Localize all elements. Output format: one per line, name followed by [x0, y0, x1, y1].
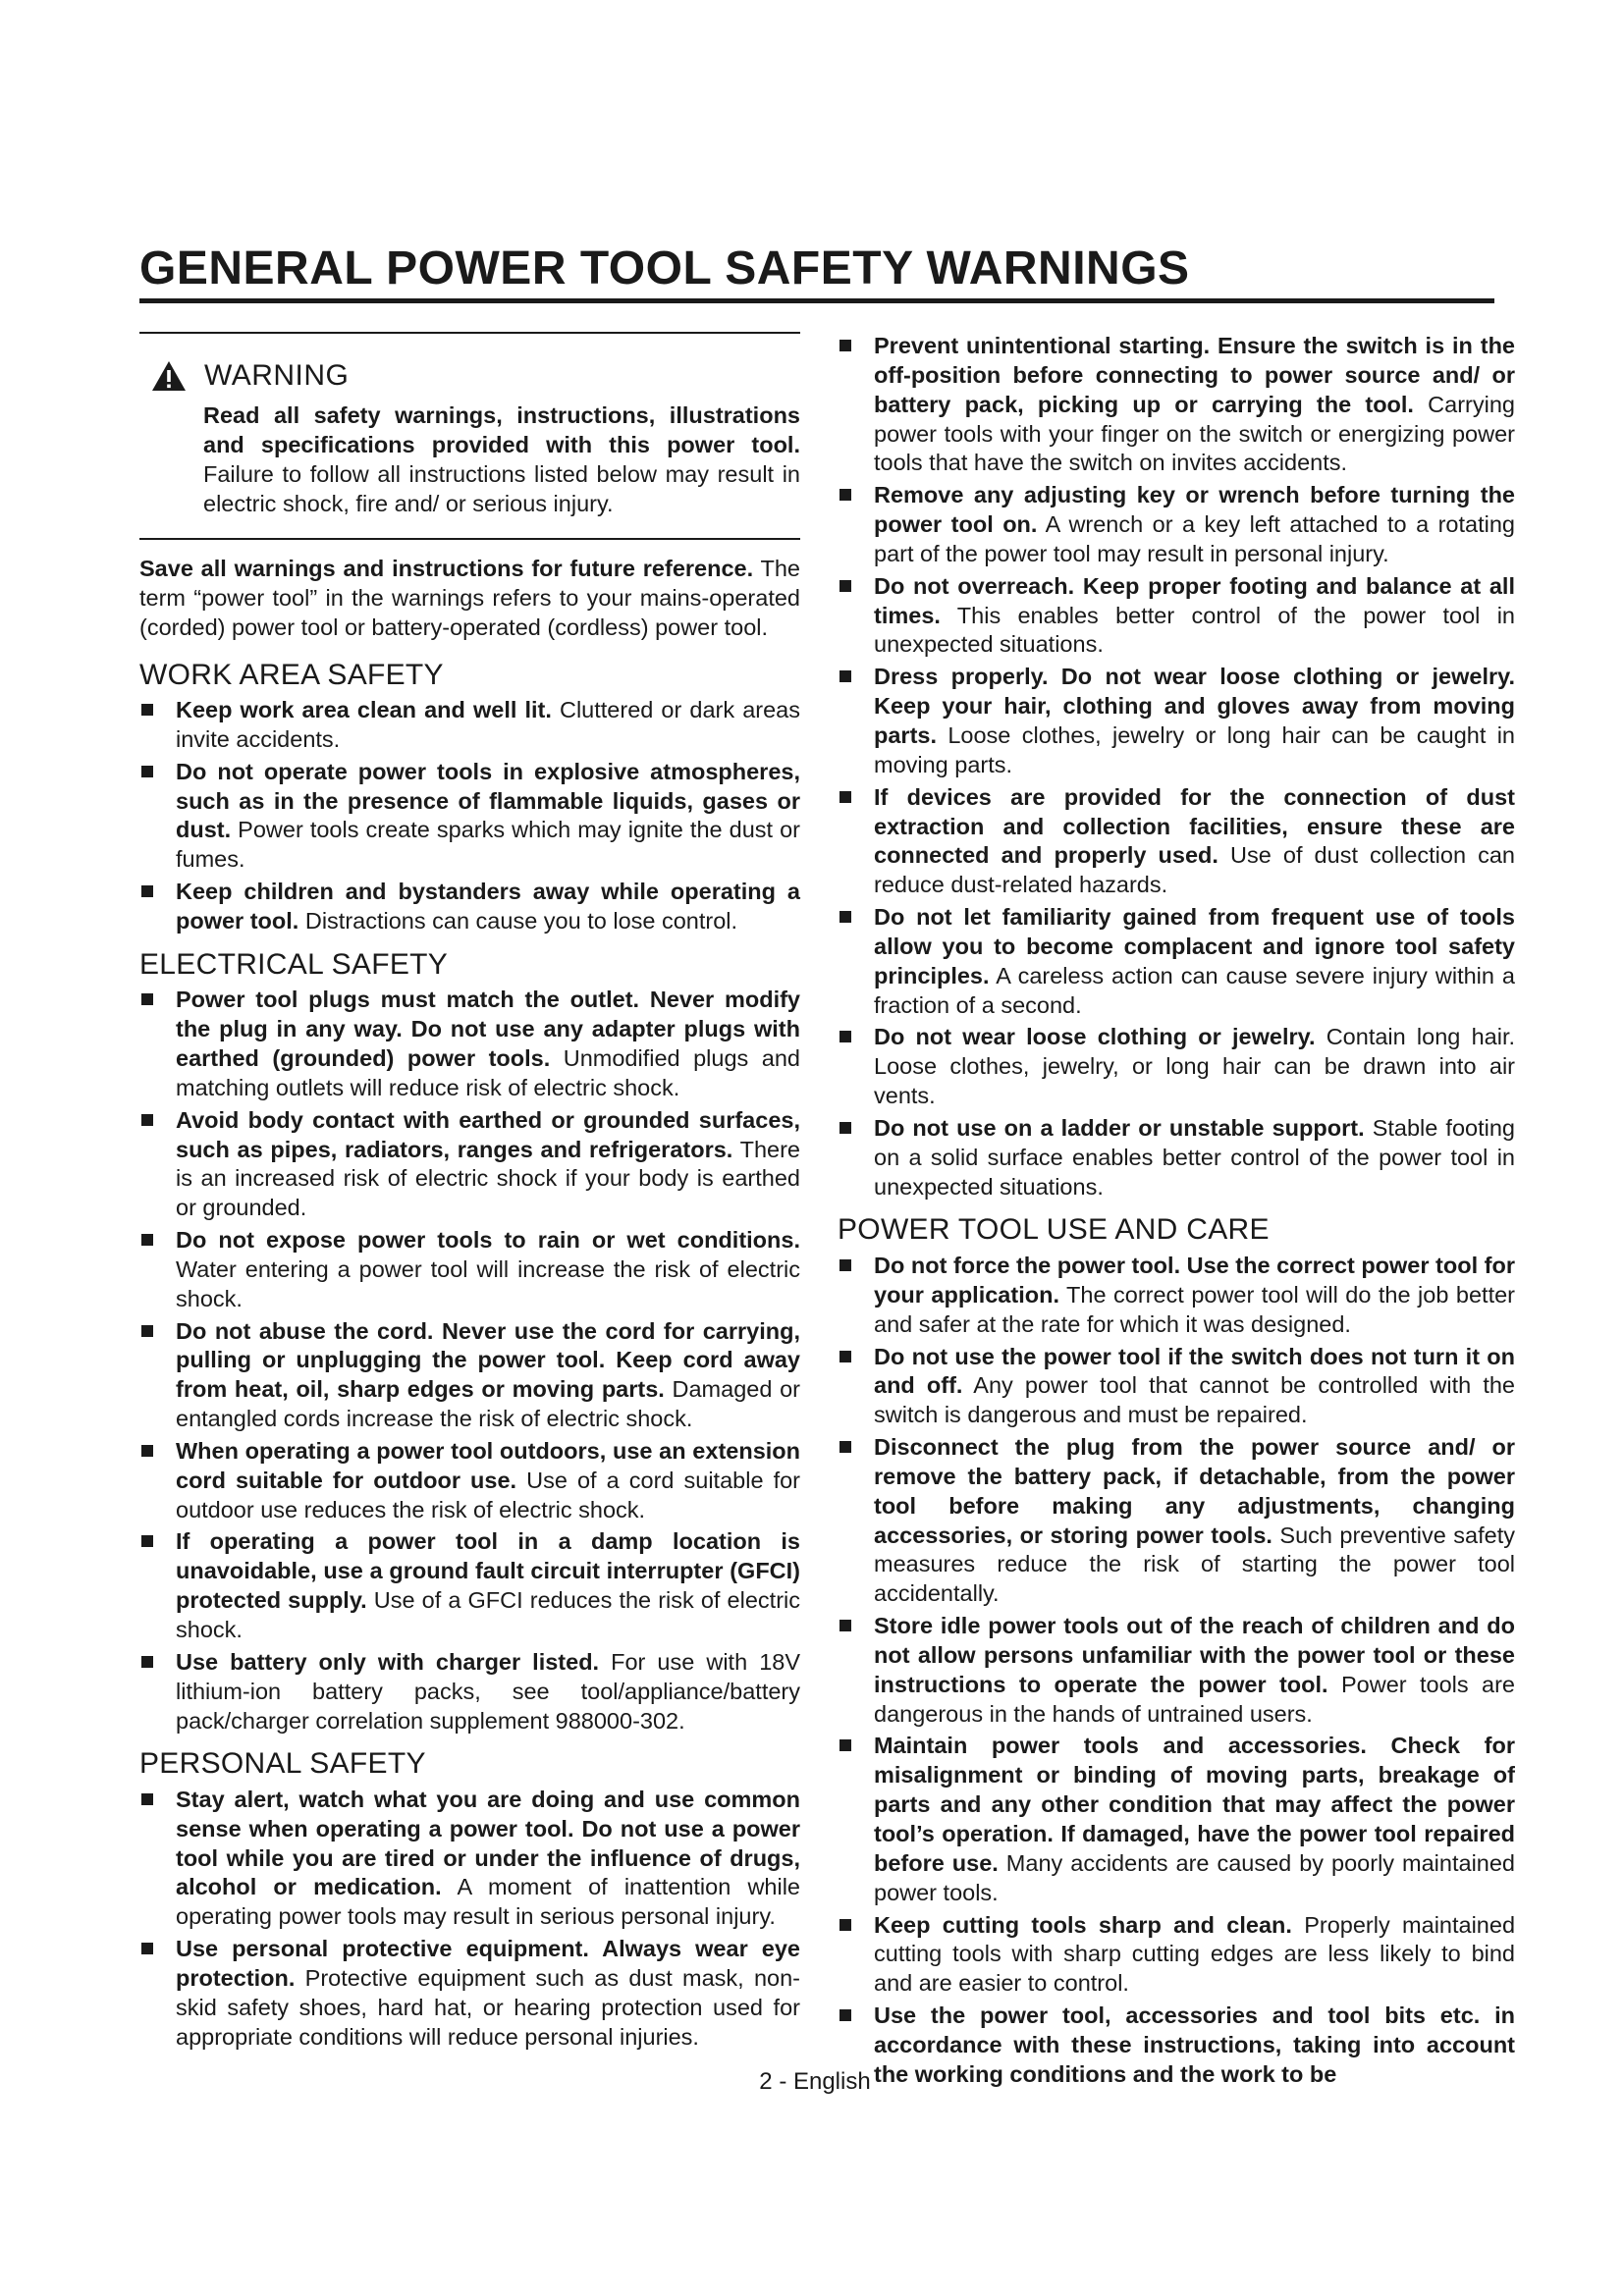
item-bold-text: Remove any adjusting key or wrench before turning the power tool on. — [874, 482, 1515, 538]
item-bold-text: Prevent unintentional starting. Ensure the switch is in the off-position before connecting to power source and/ or battery pack, picking up or carrying the tool. — [874, 333, 1515, 417]
left-sections — [139, 659, 800, 2053]
item-body-text: Contain long hair. Loose clothes, jewelry, or long hair can be drawn into air vents. — [874, 1024, 1515, 1109]
item-bold-text: Do not use the power tool if the switch does not turn it on and off. — [874, 1343, 1515, 1399]
warning-box — [139, 332, 800, 540]
item-body-text: Power tools create sparks which may ignite the dust or fumes. — [176, 817, 800, 873]
item-body-text: Stable footing on a solid surface enables better control of the power tool in unexpected situations. — [874, 1114, 1515, 1200]
item-bold-text: Do not use on a ladder or unstable support. — [874, 1114, 1365, 1141]
square-bullet-icon — [141, 1114, 153, 1126]
save-bold-text: Save all warnings and instructions for future reference. — [139, 556, 754, 582]
item-body-text: The correct power tool will do the job better and safer at the rate for which it was designed. — [874, 1281, 1515, 1337]
item-body-text: Use of a cord suitable for outdoor use reduces the risk of electric shock. — [176, 1467, 801, 1522]
item-body-text: Use of dust collection can reduce dust-related hazards. — [874, 842, 1515, 898]
item-bold-text: If devices are provided for the connection of dust extraction and collection facilities, ensure these are connected and properly used. — [874, 783, 1515, 869]
square-bullet-icon — [141, 1325, 153, 1337]
item-body-text: A moment of inattention while operating power tools may result in serious personal injury. — [176, 1874, 800, 1930]
item-bold-text: Use the power tool, accessories and tool bits etc. in accordance with these instructions, taking into account the working conditions and the work to be — [874, 2002, 1515, 2087]
square-bullet-icon — [141, 766, 153, 777]
warning-text — [203, 400, 800, 518]
item-bold-text: If operating a power tool in a damp location is unavoidable, use a ground fault circuit interrupter (GFCI) protected supply. — [176, 1528, 800, 1614]
right-column — [838, 332, 1515, 2093]
square-bullet-icon — [839, 1122, 851, 1134]
square-bullet-icon — [141, 993, 153, 1005]
warning-header — [151, 359, 800, 393]
safety-item — [139, 986, 800, 1102]
item-body-text: Damaged or entangled cords increase the risk of electric shock. — [176, 1376, 800, 1432]
safety-item — [139, 1106, 800, 1223]
square-bullet-icon — [141, 1793, 153, 1805]
safety-item — [838, 903, 1515, 1020]
item-body-text: There is an increased risk of electric shock if your body is earthed or grounded. — [176, 1136, 800, 1221]
safety-item — [139, 758, 800, 875]
safety-item — [139, 878, 800, 936]
square-bullet-icon — [141, 1943, 153, 1954]
item-body-text: Many accidents are caused by poorly maintained power tools. — [874, 1849, 1515, 1905]
safety-item — [838, 2002, 1515, 2090]
item-bold-text: Do not wear loose clothing or jewelry. — [874, 1024, 1316, 1050]
item-body-text: Carrying power tools with your finger on the switch or energizing power tools that have the switch on invites accidents. — [874, 391, 1515, 476]
square-bullet-icon — [839, 791, 851, 803]
item-body-text: Cluttered or dark areas invite accidents. — [176, 697, 800, 752]
item-body-text: For use with 18V lithium-ion battery packs, see tool/appliance/battery pack/charger correlation supplement 988000-302. — [176, 1648, 801, 1734]
safety-item — [139, 1527, 800, 1644]
page-title: GENERAL POWER TOOL SAFETY WARNINGS — [139, 242, 1190, 294]
square-bullet-icon — [839, 1441, 851, 1453]
square-bullet-icon — [839, 1259, 851, 1271]
item-body-text: Any power tool that cannot be controlled with the switch is dangerous and must be repaired. — [874, 1372, 1515, 1428]
warning-body-text: Failure to follow all instructions listed below may result in electric shock, fire and/ or serious injury. — [203, 461, 800, 517]
item-bold-text: Store idle power tools out of the reach of children and do not allow persons unfamiliar with the power tool or these instructions to operate the power tool. — [874, 1613, 1515, 1697]
item-bold-text: Stay alert, watch what you are doing and use common sense when operating a power tool. Do not use a power tool while you are tired or under the influence of drugs, alcohol or medication. — [176, 1786, 800, 1900]
item-bold-text: Keep children and bystanders away while operating a power tool. — [176, 879, 800, 934]
item-bold-text: Do not abuse the cord. Never use the cord for carrying, pulling or unplugging the power tool. Keep cord away from heat, oil, sharp edges or moving parts. — [176, 1317, 800, 1403]
safety-item — [139, 1935, 800, 2052]
square-bullet-icon — [839, 1739, 851, 1751]
item-bold-text: Avoid body contact with earthed or grounded surfaces, such as pipes, radiators, ranges and refrigerators. — [176, 1106, 800, 1162]
item-bold-text: Power tool plugs must match the outlet. Never modify the plug in any way. Do not use any adapter plugs with earthed (grounded) power tools. — [176, 987, 800, 1071]
item-bold-text: Do not overreach. Keep proper footing and balance at all times. — [874, 572, 1515, 628]
square-bullet-icon — [839, 1031, 851, 1042]
item-bold-text: Keep cutting tools sharp and clean. — [874, 1911, 1292, 1938]
item-body-text: A careless action can cause severe injury within a fraction of a second. — [874, 962, 1515, 1018]
square-bullet-icon — [141, 1656, 153, 1668]
item-bold-text: Do not force the power tool. Use the correct power tool for your application. — [874, 1252, 1515, 1308]
safety-item — [838, 1252, 1515, 1340]
item-body-text: Use of a GFCI reduces the risk of electric shock. — [176, 1587, 800, 1643]
item-bold-text: Do not let familiarity gained from frequent use of tools allow you to become complacent and ignore tool safety principles. — [874, 904, 1515, 988]
item-bold-text: Dress properly. Do not wear loose clothing or jewelry. Keep your hair, clothing and gloves away from moving parts. — [874, 664, 1515, 748]
item-body-text: A wrench or a key left attached to a rotating part of the power tool may result in personal injury. — [874, 511, 1515, 566]
item-bold-text: Use battery only with charger listed. — [176, 1648, 600, 1675]
square-bullet-icon — [839, 1620, 851, 1631]
item-bold-text: Disconnect the plug from the power source and/ or remove the battery pack, if detachable, from the power tool before making any adjustments, changing accessories, or storing power tools. — [874, 1434, 1515, 1548]
warning-triangle-icon — [151, 360, 187, 392]
square-bullet-icon — [141, 1234, 153, 1246]
section-heading: POWER TOOL USE AND CARE — [838, 1213, 1270, 1247]
save-instructions — [139, 554, 800, 642]
safety-item — [838, 332, 1515, 478]
square-bullet-icon — [141, 1535, 153, 1547]
safety-item — [139, 1437, 800, 1525]
safety-item — [838, 663, 1515, 779]
safety-item — [139, 696, 800, 755]
item-bold-text: Keep work area clean and well lit. — [176, 697, 552, 723]
save-body-text: The term “power tool” in the warnings refers to your mains-operated (corded) power tool or battery-operated (cordless) power tool. — [139, 556, 800, 641]
left-column — [139, 332, 800, 2055]
item-bold-text: Do not expose power tools to rain or wet conditions. — [176, 1227, 800, 1254]
safety-item — [139, 1317, 800, 1434]
square-bullet-icon — [839, 2009, 851, 2021]
right-sections — [838, 332, 1515, 2090]
safety-item — [838, 1023, 1515, 1111]
item-body-text: Distractions can cause you to lose control. — [298, 907, 738, 934]
item-body-text: Protective equipment such as dust mask, non-skid safety shoes, hard hat, or hearing protection used for appropriate conditions will reduce personal injuries. — [176, 1964, 800, 2050]
square-bullet-icon — [839, 911, 851, 923]
item-body-text: Water entering a power tool will increase the risk of electric shock. — [176, 1255, 800, 1311]
item-body-text: This enables better control of the power tool in unexpected situations. — [874, 602, 1515, 658]
section-heading: PERSONAL SAFETY — [139, 1747, 426, 1781]
item-bold-text: Do not operate power tools in explosive atmospheres, such as in the presence of flammable liquids, gases or dust. — [176, 758, 800, 843]
square-bullet-icon — [839, 1351, 851, 1362]
safety-item — [838, 783, 1515, 900]
safety-item — [838, 1343, 1515, 1431]
square-bullet-icon — [839, 1919, 851, 1931]
section-heading: WORK AREA SAFETY — [139, 658, 444, 691]
square-bullet-icon — [839, 580, 851, 592]
square-bullet-icon — [141, 1445, 153, 1457]
item-body-text: Unmodified plugs and matching outlets will reduce risk of electric shock. — [176, 1044, 800, 1100]
safety-item — [838, 1114, 1515, 1202]
page-number: 2 - English — [759, 2068, 871, 2095]
warning-bold-text: Read all safety warnings, instructions, illustrations and specifications provided with this power tool. — [203, 402, 800, 458]
item-bold-text: When operating a power tool outdoors, use an extension cord suitable for outdoor use. — [176, 1437, 800, 1493]
safety-item — [838, 1911, 1515, 2000]
title-rule — [139, 298, 1494, 303]
safety-item — [838, 1732, 1515, 1907]
safety-item — [838, 1433, 1515, 1609]
safety-item — [139, 1226, 800, 1314]
square-bullet-icon — [839, 340, 851, 351]
safety-item — [838, 481, 1515, 569]
warning-label: WARNING — [204, 359, 350, 392]
square-bullet-icon — [839, 670, 851, 682]
safety-item — [139, 1648, 800, 1736]
safety-item — [838, 572, 1515, 661]
safety-item — [838, 1612, 1515, 1729]
square-bullet-icon — [839, 489, 851, 501]
square-bullet-icon — [141, 704, 153, 716]
item-body-text: Power tools are dangerous in the hands of untrained users. — [874, 1671, 1515, 1727]
safety-item — [139, 1786, 800, 1932]
item-bold-text: Use personal protective equipment. Always wear eye protection. — [176, 1936, 800, 1991]
item-bold-text: Maintain power tools and accessories. Check for misalignment or binding of moving parts, breakage of parts and any other condition that may affect the power tool’s operation. If damaged, have the power tool repaired before use. — [874, 1733, 1515, 1876]
square-bullet-icon — [141, 885, 153, 897]
item-body-text: Such preventive safety measures reduce the risk of starting the power tool accidentally. — [874, 1522, 1515, 1607]
item-body-text: Properly maintained cutting tools with sharp cutting edges are less likely to bind and are easier to control. — [874, 1911, 1516, 1997]
section-heading: ELECTRICAL SAFETY — [139, 947, 449, 981]
item-body-text: Loose clothes, jewelry or long hair can be caught in moving parts. — [874, 721, 1515, 777]
